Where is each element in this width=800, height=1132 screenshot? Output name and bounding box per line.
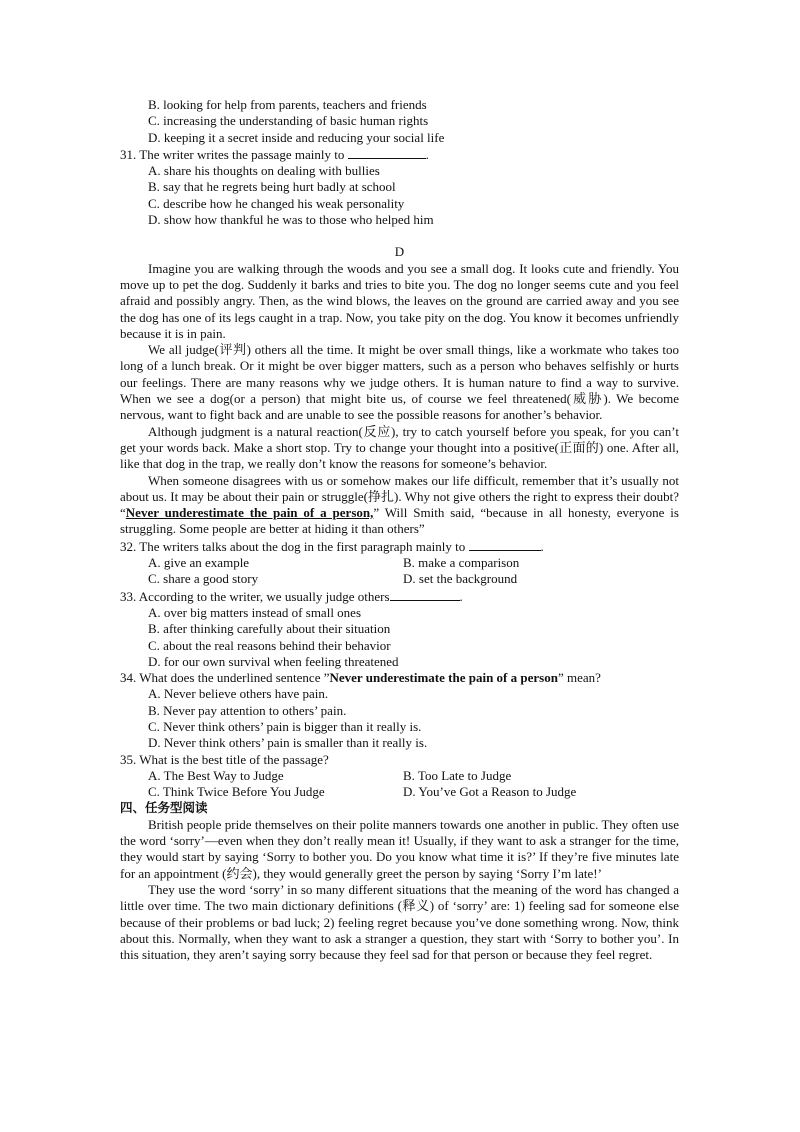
- paragraph-4-text-after: ” Will Smith said, “because in all honesty, everyone is struggling. Some people are better at hiding it than others”: [120, 505, 679, 537]
- passage-d-label: D: [394, 244, 405, 260]
- q35-stem: 35. What is the best title of the passage?: [120, 751, 329, 767]
- passage-d-paragraph-2: We all judge(评判) others all the time. It might be over small things, like a workmate who takes too long of a lunch break. Or it might be over bigger matters, such as a person who behaves selfishly or hurts our feelings. There are many reasons why we judge others. It is human nature to find a way to survive. When we see a dog(or a person) that might bite us, of course we feel threatened(威胁). We become nervous, want to fight back and are unable to see the possible reasons for another’s behavior.: [120, 342, 679, 423]
- q32-options-row-2: [120, 571, 679, 587]
- q33-stem-end: .: [459, 588, 463, 604]
- q33-option-a: A. over big matters instead of small ones: [148, 604, 362, 620]
- q34-option-d: D. Never think others’ pain is smaller than it really is.: [148, 735, 428, 751]
- q35-option-b: B. Too Late to Judge: [403, 767, 512, 783]
- q32-option-d: D. set the background: [403, 571, 518, 587]
- q34-stem-quote: Never underestimate the pain of a person: [329, 670, 558, 686]
- section-4-paragraph-1: British people pride themselves on their polite manners towards one another in public. They often use the word ‘sorry’—even when they don’t really mean it! Usually, if they want to ask a stranger for the time, they would start by saying ‘Sorry to bother you. Do you know what time it is?’ If they’re five minutes late for an appointment (约会), they would generally greet the person by saying ‘Sorry I’m late!’: [120, 816, 679, 881]
- q30-option-d: D. keeping it a secret inside and reducing your social life: [148, 129, 445, 145]
- q34-stem: [120, 670, 679, 686]
- q31-option-b: B. say that he regrets being hurt badly at school: [148, 179, 396, 195]
- q34-stem-before: 34. What does the underlined sentence ”: [120, 670, 330, 686]
- q31-stem: [120, 146, 679, 163]
- q31-stem-text: 31. The writer writes the passage mainly to: [120, 146, 345, 162]
- underlined-quote: Never underestimate the pain of a person,: [125, 505, 374, 521]
- section-4-paragraph-2: They use the word ‘sorry’ in so many different situations that the meaning of the word has changed a little over time. The two main dictionary definitions (释义) of ‘sorry’ are: 1) feeling sad for someone else because of their problems or bad luck; 2) feeling regret because you’ve done something wrong. Now, think about this. Normally, when they want to ask a stranger a question, they start with ‘Sorry to bother you’. In this situation, they aren’t saying sorry because they feel sad for that person or because they feel regret.: [120, 881, 679, 963]
- q35-option-a: A. The Best Way to Judge: [148, 767, 284, 783]
- q34-stem-after: ” mean?: [557, 670, 601, 686]
- q30-option-c: C. increasing the understanding of basic human rights: [148, 113, 429, 129]
- q35-options-row-1: [120, 768, 679, 784]
- q32-option-a: A. give an example: [148, 555, 250, 571]
- section-4-heading: 四、任务型阅读: [120, 800, 208, 816]
- q33-option-d: D. for our own survival when feeling threatened: [148, 653, 399, 669]
- q31-option-c: C. describe how he changed his weak personality: [148, 195, 405, 211]
- q32-option-c: C. share a good story: [148, 571, 259, 587]
- passage-d-paragraph-1: Imagine you are walking through the woods and you see a small dog. It looks cute and friendly. You move up to pet the dog. Suddenly it barks and tries to bite you. The dog no longer seems cute and you feel afraid and possibly angry. Then, as the wind blows, the leaves on the ground are carried away and you see the dog has one of its legs caught in a trap. Now, you take pity on the dog. You know it becomes unfriendly because it is in pain.: [120, 260, 679, 341]
- passage-d-paragraph-3: Although judgment is a natural reaction(反应), try to catch yourself before you speak, for you can’t get your words back. Make a short stop. Try to change your thought into a positive(正面的) one. After all, like that dog in the trap, we really don’t know the reasons for someone’s behavior.: [120, 423, 679, 472]
- q33-option-b: B. after thinking carefully about their situation: [148, 621, 391, 637]
- q34-option-b: B. Never pay attention to others’ pain.: [148, 702, 347, 718]
- paragraph-4-text-before: When someone disagrees with us or somehow makes our life difficult, remember that it’s usually not about us. It may be about their pain or struggle(挣扎). Why not give others the right to express their doubt? “: [120, 472, 679, 521]
- q31-stem-end: .: [425, 146, 429, 162]
- q32-stem: [120, 538, 679, 555]
- q34-option-c: C. Never think others’ pain is bigger than it really is.: [148, 718, 422, 734]
- q33-answer-blank: [390, 588, 460, 601]
- q31-answer-blank: [348, 146, 426, 159]
- q35-option-c: C. Think Twice Before You Judge: [148, 784, 325, 800]
- passage-d-paragraph-4: [120, 473, 679, 538]
- q32-answer-blank: [469, 538, 541, 551]
- page-content: [120, 97, 679, 963]
- q33-option-c: C. about the real reasons behind their behavior: [148, 637, 391, 653]
- q31-option-d: D. show how thankful he was to those who helped him: [148, 212, 434, 228]
- q33-stem-text: 33. According to the writer, we usually judge others: [120, 588, 390, 604]
- spacer: [120, 228, 679, 244]
- q33-stem: [120, 588, 679, 605]
- q34-option-a: A. Never believe others have pain.: [148, 686, 329, 702]
- q32-stem-end: .: [540, 538, 544, 554]
- q32-stem-text: 32. The writers talks about the dog in the first paragraph mainly to: [120, 538, 466, 554]
- q35-option-d: D. You’ve Got a Reason to Judge: [403, 784, 577, 800]
- q31-option-a: A. share his thoughts on dealing with bullies: [148, 163, 380, 179]
- q32-options-row-1: [120, 555, 679, 571]
- q30-option-b: B. looking for help from parents, teachers and friends: [148, 97, 427, 112]
- q32-option-b: B. make a comparison: [403, 555, 520, 571]
- q35-options-row-2: [120, 784, 679, 800]
